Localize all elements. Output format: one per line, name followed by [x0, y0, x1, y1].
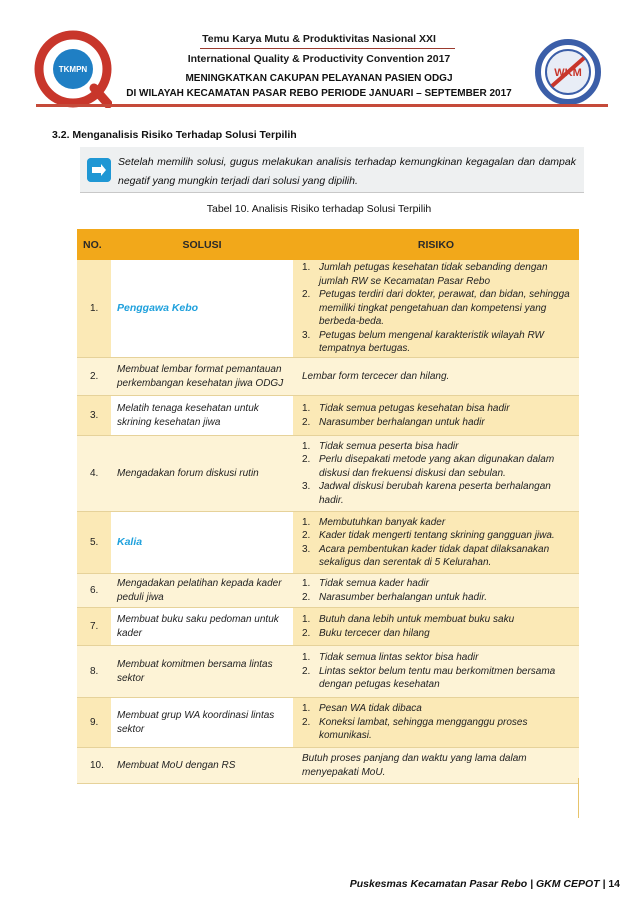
row-solusi: Membuat MoU dengan RS	[117, 759, 236, 771]
row-number: 9.	[90, 716, 99, 728]
risk-item: 2. Petugas terdiri dari dokter, perawat, dan bidan, sehingga memiliki tingkat pengetahuan dan kompetensi yang berbeda-beda.	[302, 289, 570, 328]
logo-right-text: WKM	[554, 67, 582, 79]
risk-item: 2. Kader tidak mengerti tentang skrining gangguan jiwa.	[302, 530, 555, 541]
row-number: 7.	[90, 620, 99, 632]
row-risiko	[293, 260, 579, 357]
risk-item: 2. Koneksi lambat, sehingga mengganggu proses komunikasi.	[302, 716, 528, 742]
page-number: 14	[608, 878, 620, 890]
callout-text: Setelah memilih solusi, gugus melakukan analisis terhadap kemungkinan kegagalan dan dampak negatif yang mungkin terjadi dari solusi yang dipilih.	[118, 156, 576, 187]
row-number: 8.	[90, 665, 99, 677]
risk-item: 1. Tidak semua peserta bisa hadir	[302, 440, 459, 452]
section-heading: 3.2. Menganalisis Risiko Terhadap Solusi Terpilih	[52, 129, 297, 141]
header-rule	[200, 48, 455, 49]
table-row	[77, 748, 579, 784]
page-footer	[350, 878, 620, 890]
risk-item: 1. Pesan WA tidak dibaca	[302, 703, 422, 715]
table-row	[77, 396, 579, 436]
risk-item: Lembar form tercecer dan hilang.	[302, 370, 450, 382]
risk-item: Butuh proses panjang dan waktu yang lama dalam menyepakati MoU.	[302, 753, 527, 778]
table-row	[77, 698, 579, 748]
risk-item: 2. Buku tercecer dan hilang	[302, 627, 430, 639]
header-solusi: SOLUSI	[182, 238, 222, 251]
header-no: NO.	[83, 238, 102, 251]
table-row	[77, 608, 579, 646]
row-solusi: Membuat buku saku pedoman untuk kader	[111, 608, 293, 645]
risk-item: 1. Membutuhkan banyak kader	[302, 516, 446, 528]
header-risiko: RISIKO	[417, 238, 455, 251]
row-solusi: Membuat grup WA koordinasi lintas sektor	[111, 698, 293, 747]
row-number: 5.	[90, 536, 99, 548]
row-number: 6.	[90, 584, 99, 596]
header-divider	[36, 104, 608, 107]
risk-item: 1. Tidak semua petugas kesehatan bisa hadir	[302, 403, 510, 414]
row-solusi: Membuat lembar format pemantauan perkembangan kesehatan jiwa ODGJ	[117, 364, 284, 389]
table-row	[77, 436, 579, 512]
row-solusi: Penggawa Kebo	[111, 260, 293, 357]
table-row	[77, 574, 579, 608]
risk-item: 3. Petugas belum mengenal karakteristik wilayah RW tempatnya bertugas.	[302, 329, 544, 355]
risk-item: 1. Tidak semua lintas sektor bisa hadir	[302, 652, 479, 664]
row-risiko	[293, 698, 579, 747]
risk-item: 2. Perlu disepakati metode yang akan digunakan dalam diskusi dan frekuensi diskusi dan sebulan.	[302, 454, 555, 479]
row-risiko	[293, 396, 579, 435]
risk-item: 1. Tidak semua kader hadir	[302, 578, 429, 589]
risk-item: 3. Jadwal diskusi berubah karena peserta berhalangan hadir.	[302, 481, 551, 506]
event-title: Temu Karya Mutu & Produktivitas Nasional XXI	[202, 33, 436, 45]
row-number: 10.	[90, 759, 104, 771]
row-risiko	[293, 608, 579, 645]
convention-title: International Quality & Productivity Convention 2017	[187, 53, 451, 65]
paper-title-line1: MENINGKATKAN CAKUPAN PELAYANAN PASIEN ODGJ	[185, 73, 453, 84]
row-risiko	[293, 512, 579, 573]
row-number: 1.	[90, 302, 99, 314]
row-risiko	[293, 748, 579, 783]
risk-item: 2. Lintas sektor belum tentu mau berkomitmen bersama dengan petugas kesehatan	[302, 665, 556, 691]
risk-item: 1. Butuh dana lebih untuk membuat buku saku	[302, 614, 515, 625]
table-edge-mark	[578, 778, 579, 818]
table-caption: Tabel 10. Analisis Risiko terhadap Solusi Terpilih	[206, 203, 432, 215]
row-risiko	[293, 358, 579, 395]
table-row	[77, 260, 579, 358]
footer-text: Puskesmas Kecamatan Pasar Rebo | GKM CEPOT |	[349, 878, 609, 890]
row-solusi: Membuat komitmen bersama lintas sektor	[117, 659, 273, 684]
row-solusi: Melatih tenaga kesehatan untuk skrining kesehatan jiwa	[111, 396, 293, 435]
risk-item: 2. Narasumber berhalangan untuk hadir.	[302, 591, 488, 603]
table-row	[77, 358, 579, 396]
row-solusi: Mengadakan pelatihan kepada kader peduli jiwa	[117, 578, 282, 603]
table-row	[77, 646, 579, 698]
row-risiko	[293, 436, 579, 511]
row-solusi: Mengadakan forum diskusi rutin	[117, 467, 259, 479]
row-number: 4.	[90, 467, 99, 479]
row-risiko	[293, 646, 579, 697]
table-header	[77, 229, 579, 260]
callout-box	[80, 147, 584, 193]
row-risiko	[293, 574, 579, 607]
row-solusi: Kalia	[111, 512, 293, 573]
row-number: 2.	[90, 370, 99, 382]
risk-item: 3. Acara pembentukan kader tidak dapat dilaksanakan sekaligus dan serentak di 5 Kelurahan.	[302, 543, 550, 568]
paper-title-line2: DI WILAYAH KECAMATAN PASAR REBO PERIODE JANUARI – SEPTEMBER 2017	[126, 88, 512, 99]
arrow-right-icon	[87, 158, 111, 182]
table-row	[77, 512, 579, 574]
row-number: 3.	[90, 409, 99, 421]
risk-item: 2. Narasumber berhalangan untuk hadir	[302, 416, 485, 428]
risk-item: 1. Jumlah petugas kesehatan tidak sebanding dengan jumlah RW se Kecamatan Pasar Rebo	[302, 262, 548, 287]
logo-left-text: TKMPN	[58, 65, 88, 74]
risk-table	[77, 229, 579, 784]
